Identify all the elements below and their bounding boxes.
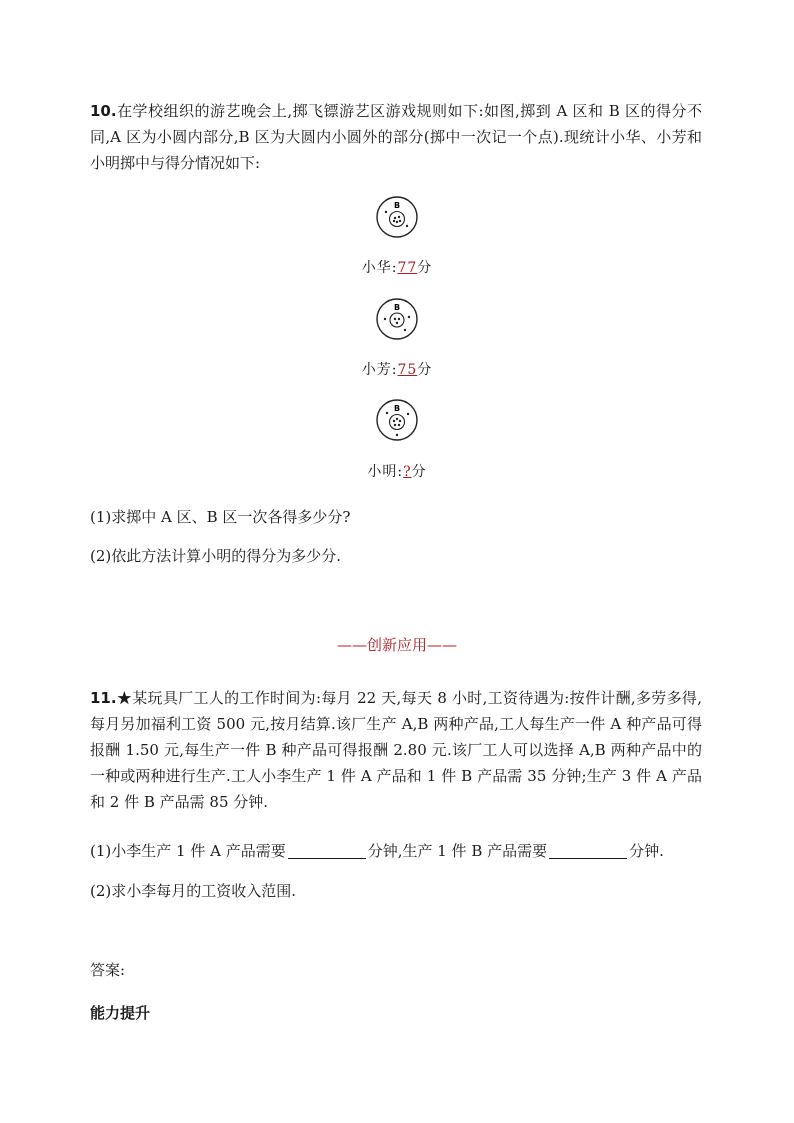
question-10 — [90, 98, 702, 176]
question-10-part-2: (2)依此方法计算小明的得分为多少分. — [90, 547, 342, 565]
svg-text:B: B — [393, 404, 401, 413]
dart-target-2 — [0, 297, 794, 341]
dart-target-3 — [0, 398, 794, 442]
score-xiaofang: 75 — [397, 362, 418, 378]
question-11 — [90, 685, 702, 815]
score-xiaohua: 77 — [397, 260, 418, 276]
dart-board-icon — [375, 195, 419, 239]
caption-xiaoming: 小明:?分 — [367, 464, 427, 480]
dart-target-1 — [0, 195, 794, 239]
svg-text:B: B — [393, 201, 401, 210]
question-10-text: 在学校组织的游艺晚会上,掷飞镖游艺区游戏规则如下:如图,掷到 A 区和 B 区的得分不同,A 区为小圆内部分,B 区为大圆内小圆外的部分(掷中一次记一个点).现统计小华、小芳和小明掷中与得分情况如下: — [90, 102, 702, 172]
ability-label: 能力提升 — [90, 1004, 151, 1022]
question-11-part-1: (1)小李生产 1 件 A 产品需要 分钟,生产 1 件 B 产品需要 分钟. — [90, 842, 664, 860]
question-10-part-1: (1)求掷中 A 区、B 区一次各得多少分? — [90, 508, 351, 526]
answer-blank-b[interactable] — [549, 842, 627, 859]
caption-xiaohua: 小华:77分 — [361, 260, 433, 276]
question-11-part-2: (2)求小李每月的工资收入范围. — [90, 882, 297, 900]
section-title: ——创新应用—— — [336, 636, 457, 654]
question-11-text: 某玩具厂工人的工作时间为:每月 22 天,每天 8 小时,工资待遇为:按件计酬,多劳多得,每月另加福利工资 500 元,按月结算.该厂生产 A,B 两种产品,工人每生产一件 A 种产品可得报酬 1.50 元,每生产一件 B 种产品可得报酬 2.80 元.该厂工人可以选择 A,B 两种产品中的一种或两种进行生产.工人小李生产 1 件 A 产品和 1 件 B 产品需 35 分钟;生产 3 件 A 产品和 2 件 B 产品需 85 分钟. — [90, 689, 702, 811]
svg-text:B: B — [393, 303, 401, 312]
question-10-number: 10. — [90, 102, 117, 120]
dart-board-icon — [375, 398, 419, 442]
dart-board-icon — [375, 297, 419, 341]
answer-label: 答案: — [90, 961, 126, 979]
question-11-number: 11. — [90, 689, 117, 707]
caption-xiaofang: 小芳:75分 — [361, 362, 433, 378]
answer-blank-a[interactable] — [288, 842, 366, 859]
score-xiaoming: ? — [403, 464, 412, 480]
star-icon: ★ — [116, 689, 133, 707]
